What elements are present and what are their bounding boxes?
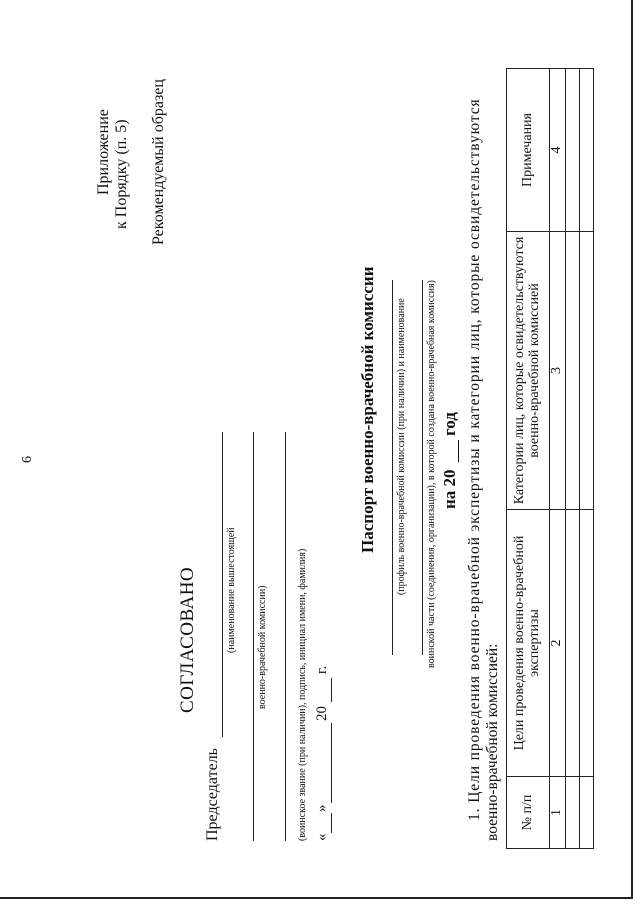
table-number-row <box>550 69 566 849</box>
column-number-4: 4 <box>550 69 566 232</box>
passport-title: Паспорт военно-врачебной комиссии <box>358 266 377 553</box>
approval-caption-1: (наименование вышестоящей <box>226 527 237 653</box>
date-day-line <box>331 813 332 833</box>
appendix-line-2: к Порядку (п. 5) <box>113 119 130 229</box>
header-purposes: Цели проведения военно-врачебной экспертизы <box>507 510 550 777</box>
purposes-table <box>506 68 594 849</box>
table-cell <box>566 777 580 849</box>
date-year-prefix: 20 <box>314 706 330 721</box>
table-cell <box>580 69 594 232</box>
date-open-quote: « <box>314 833 330 841</box>
header-notes: Примечания <box>507 69 550 232</box>
date-year-suffix: г. <box>314 665 330 674</box>
table-cell <box>566 69 580 232</box>
table-header-row <box>507 69 550 849</box>
page-number: 6 <box>20 456 35 463</box>
table-cell <box>580 232 594 510</box>
chairman-label: Председатель <box>204 748 221 841</box>
column-number-3: 3 <box>550 232 566 510</box>
chairman-name-line <box>222 432 223 737</box>
passport-caption-2: воинской части (соединения, организации), в которой создана военно-врачебная комиссия) <box>426 280 437 668</box>
passport-year-prefix: на 20 <box>440 469 459 509</box>
table-row <box>566 69 580 849</box>
passport-profile-line <box>392 280 393 655</box>
header-number: № п/п <box>507 777 550 849</box>
passport-year-suffix: год <box>440 412 459 436</box>
commission-name-line <box>253 432 254 841</box>
recommended-sample-label: Рекомендуемый образец <box>150 79 167 245</box>
passport-unit-line <box>422 280 423 655</box>
approval-caption-2: военно-врачебной комиссии) <box>257 585 268 709</box>
section-1-heading-line-1: 1. Цели проведения военно-врачебной экспертизы и категории лиц, которые освидетельствуются <box>466 98 483 821</box>
column-number-1: 1 <box>550 777 566 849</box>
signature-line <box>285 432 286 841</box>
date-close-quote: » <box>314 804 330 812</box>
table-cell <box>566 232 580 510</box>
approval-heading: СОГЛАСОВАНО <box>177 566 198 713</box>
table-cell <box>580 777 594 849</box>
approval-caption-3: (воинское звание (при наличии), подпись, инициал имени, фамилия) <box>297 548 308 841</box>
passport-year-line <box>458 440 459 462</box>
table-row <box>580 69 594 849</box>
passport-caption-1: (профиль военно-врачебной комиссии (при наличии) и наименование <box>396 298 407 595</box>
appendix-line-1: Приложение <box>95 109 112 195</box>
header-categories: Категории лиц, которые освидетельствуются военно-врачебной комиссией <box>507 232 550 510</box>
date-year-line <box>331 678 332 702</box>
table-cell <box>580 510 594 777</box>
column-number-2: 2 <box>550 510 566 777</box>
date-month-line <box>331 723 332 803</box>
table-cell <box>566 510 580 777</box>
section-1-heading-line-2: военно-врачебной комиссией: <box>484 643 501 841</box>
